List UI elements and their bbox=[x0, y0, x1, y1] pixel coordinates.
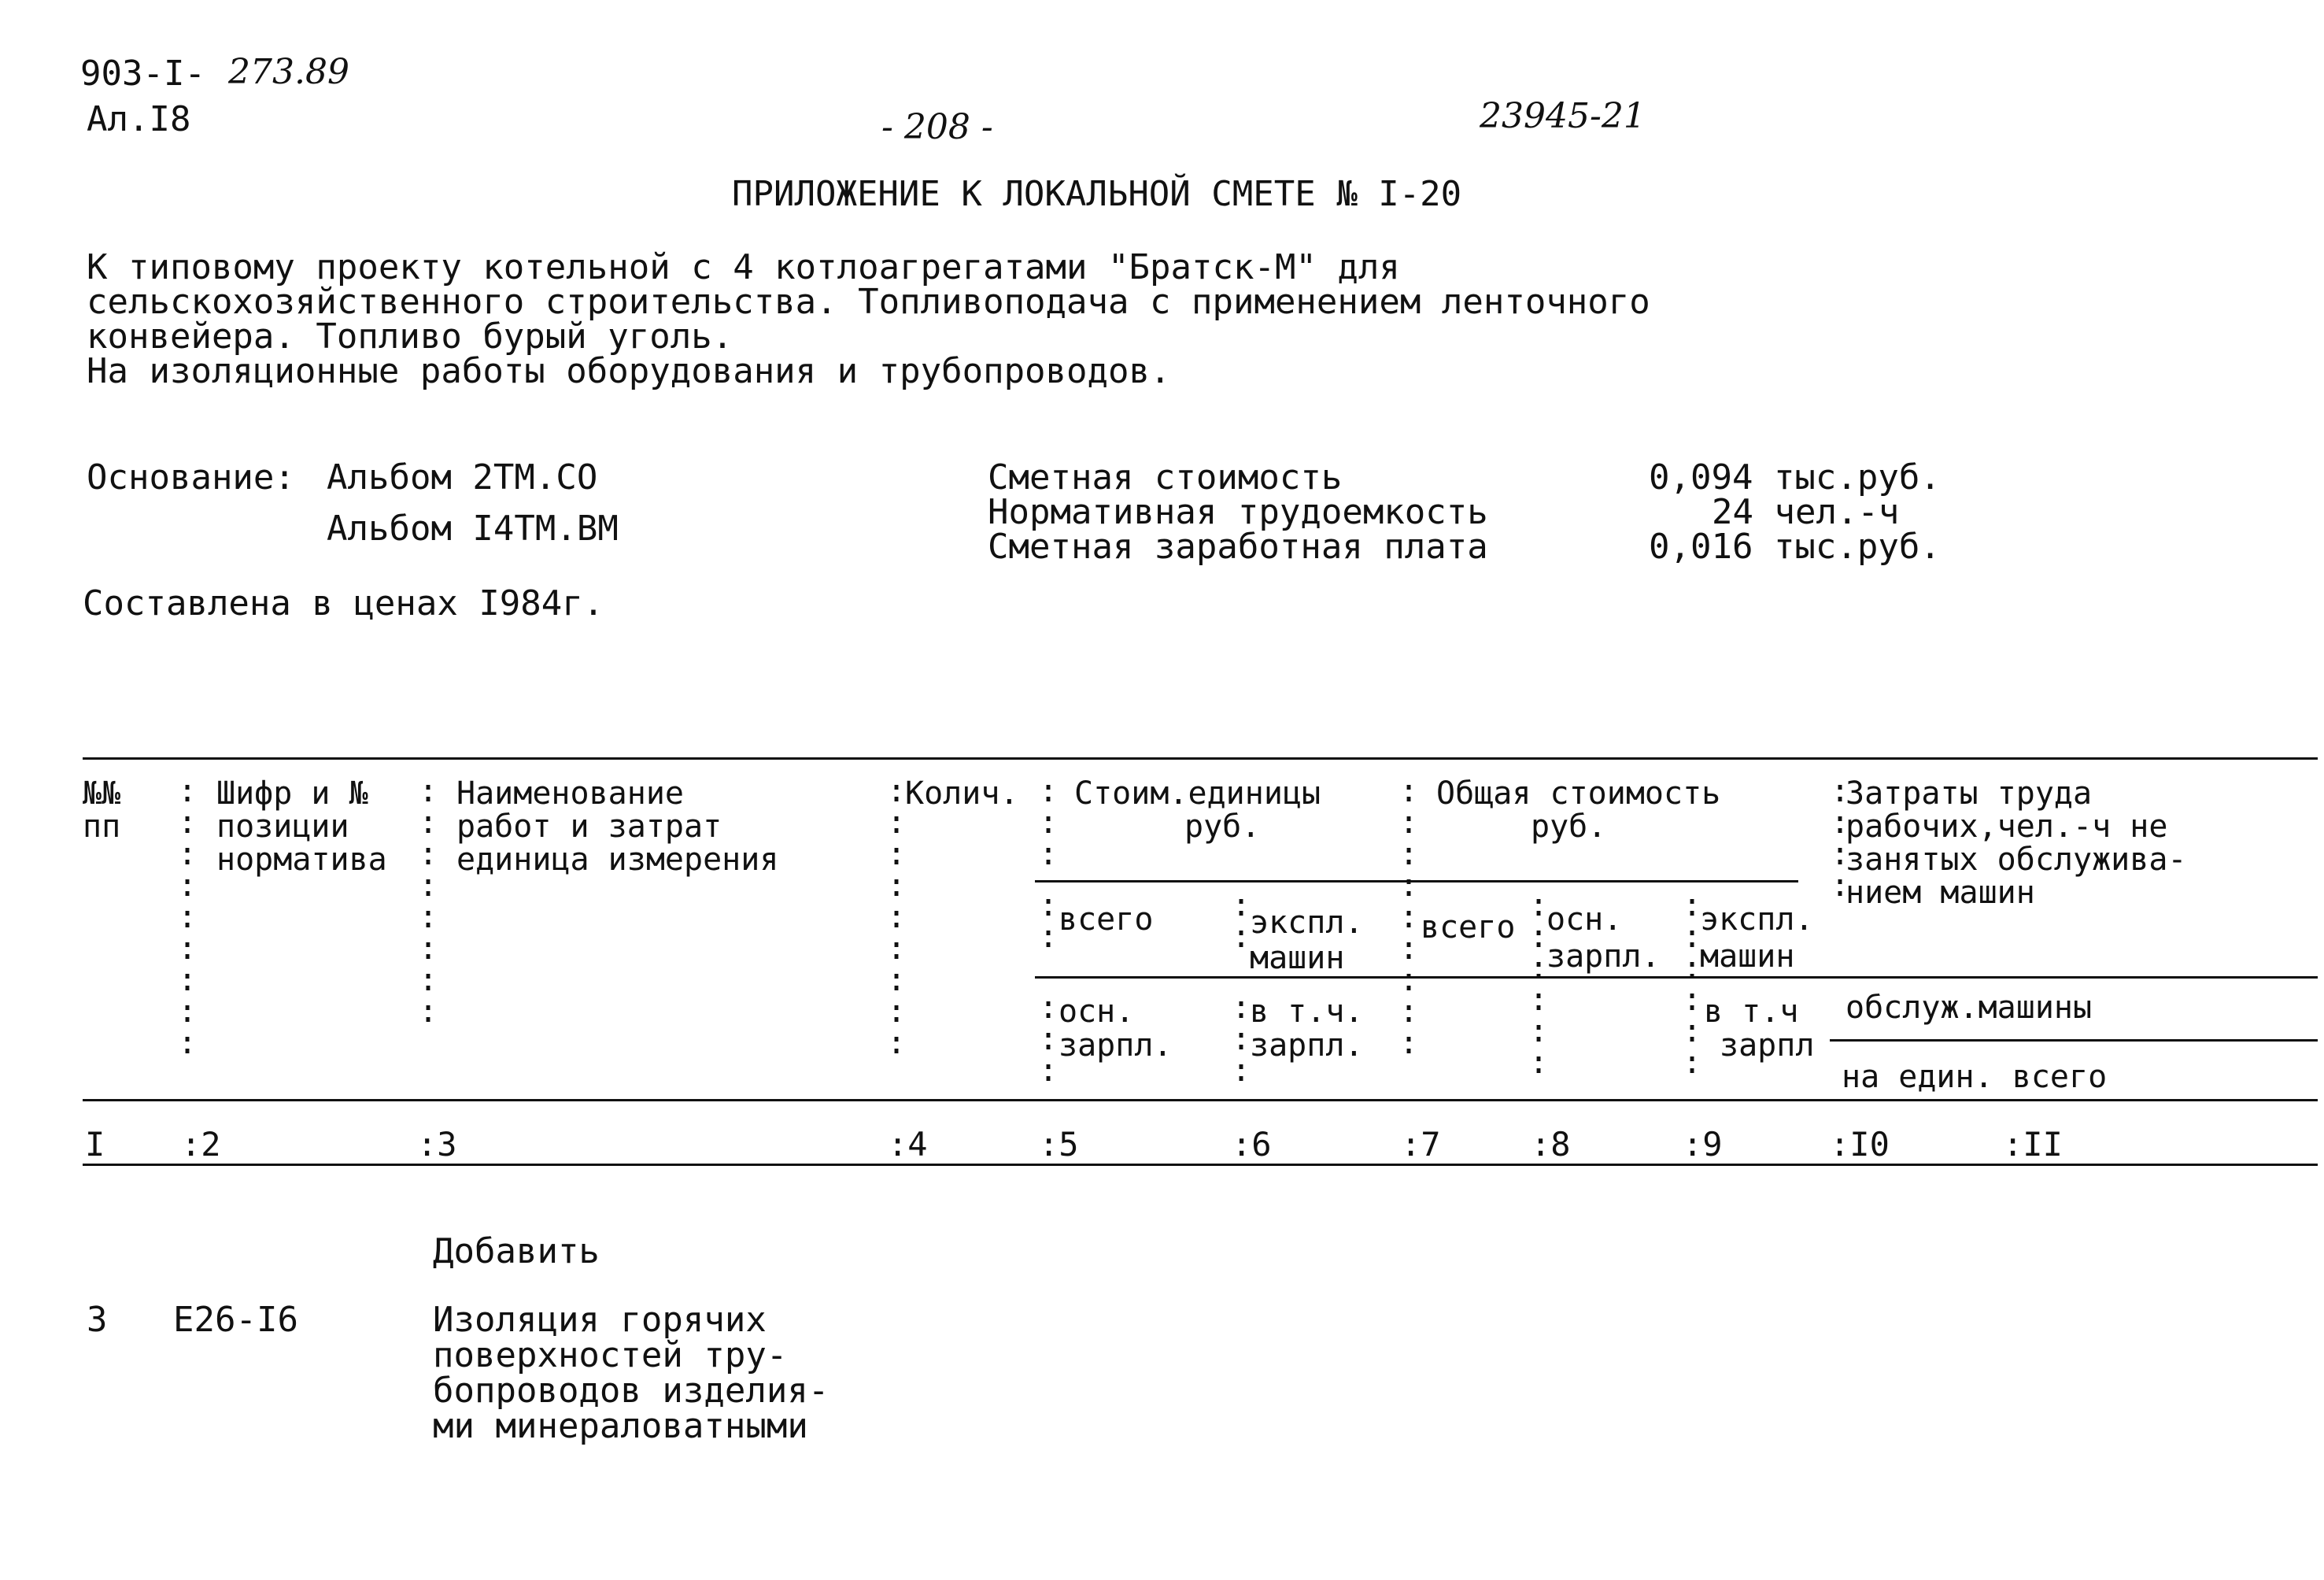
separator-dots: : : : : : : : : : bbox=[178, 773, 198, 1061]
header-name-1: Наименование bbox=[456, 775, 684, 812]
header-total-cost-2: руб. bbox=[1531, 809, 1607, 845]
header-unit-machines-1: экспл. bbox=[1250, 905, 1364, 941]
header-total-cost-1: Общая стоимость bbox=[1436, 775, 1721, 812]
description-line: конвейера. Топливо бурый уголь. bbox=[87, 316, 733, 357]
header-total-wage-1: осн. bbox=[1546, 901, 1623, 938]
separator-dots: : : : bbox=[1039, 990, 1059, 1089]
header-labor-1: Затраты труда bbox=[1846, 775, 2093, 812]
header-total-total: всего bbox=[1421, 909, 1516, 945]
header-unit-cost-2: руб. bbox=[1184, 809, 1261, 845]
separator-dots: : : : bbox=[1232, 990, 1251, 1089]
header-labor-2: рабочих,чел.-ч не bbox=[1846, 809, 2168, 845]
header-total-machines-1: экспл. bbox=[1700, 901, 1814, 938]
column-number-rule bbox=[83, 1164, 2318, 1166]
column-number: :II bbox=[2003, 1125, 2063, 1164]
header-unit-total: всего bbox=[1059, 901, 1154, 938]
separator-dots: : : : bbox=[1039, 773, 1059, 872]
column-number: :4 bbox=[888, 1125, 928, 1164]
separator-dots: : : : : : : bbox=[1529, 887, 1549, 1081]
header-unit-cost-1: Стоим.единицы bbox=[1074, 775, 1321, 812]
header-number-1: №№ bbox=[83, 775, 121, 812]
header-quantity: Колич. bbox=[905, 775, 1019, 812]
description-line: сельскохозяйственного строительства. Топливоподача с применением ленточного bbox=[87, 282, 1650, 322]
separator-dots: : : : : : : : : : bbox=[887, 773, 907, 1061]
column-number: :6 bbox=[1232, 1125, 1272, 1164]
header-labor-3: занятых обслужива- bbox=[1846, 842, 2187, 878]
description-line: На изоляционные работы оборудования и трубопроводов. bbox=[87, 351, 1171, 391]
row-name-line: Изоляция горячих bbox=[433, 1300, 767, 1340]
column-number: :3 bbox=[417, 1125, 457, 1164]
labor-sub-rule bbox=[1830, 1039, 2318, 1042]
wage-label: Сметная заработная плата bbox=[988, 527, 1488, 567]
wage-value: 0,016 тыс.руб. bbox=[1649, 527, 1941, 567]
header-unit-incl-1: в т.ч. bbox=[1250, 994, 1364, 1030]
document-code-prefix: 903-I- bbox=[80, 54, 205, 94]
estimated-cost-value: 0,094 тыс.руб. bbox=[1649, 457, 1941, 498]
separator-dots: : : : : : : bbox=[1683, 887, 1702, 1081]
row-name-line: бопроводов изделия- bbox=[433, 1371, 829, 1411]
labor-label: Нормативная трудоемкость bbox=[988, 492, 1488, 532]
header-number-2: пп bbox=[83, 809, 121, 845]
header-unit-machines-2: машин bbox=[1250, 940, 1345, 976]
header-total-wage-2: зарпл. bbox=[1546, 938, 1661, 975]
header-labor-per-unit: на един. всего bbox=[1842, 1059, 2108, 1095]
page-title: ПРИЛОЖЕНИЕ К ЛОКАЛЬНОЙ СМЕТЕ № I-20 bbox=[732, 174, 1462, 214]
header-code-2: позиции bbox=[216, 809, 349, 845]
header-labor-service: обслуж.машины bbox=[1846, 990, 2093, 1026]
labor-value: 24 чел.-ч bbox=[1712, 492, 1900, 532]
page-number: - 208 - bbox=[881, 107, 993, 147]
prices-note: Составлена в ценах I984г. bbox=[83, 583, 604, 623]
header-code-3: норматива bbox=[216, 842, 387, 878]
basis-album-1: Альбом 2ТМ.СО bbox=[327, 457, 598, 498]
separator-dots: : : : : bbox=[1831, 773, 1850, 904]
column-number: :5 bbox=[1039, 1125, 1079, 1164]
separator-dots: : : bbox=[1232, 887, 1251, 955]
inventory-number: 23945-21 bbox=[1480, 96, 1646, 136]
column-number: :7 bbox=[1401, 1125, 1441, 1164]
estimated-cost-label: Сметная стоимость bbox=[988, 457, 1343, 498]
header-total-machines-2: машин bbox=[1700, 938, 1795, 975]
separator-dots: : : bbox=[1039, 887, 1059, 955]
row-name-line: ми минераловатными bbox=[433, 1406, 808, 1446]
header-unit-wage-2: зарпл. bbox=[1059, 1027, 1173, 1064]
separator-dots: : : : : : : : : : bbox=[1399, 773, 1419, 1061]
column-number: :I0 bbox=[1830, 1125, 1890, 1164]
header-name-2: работ и затрат bbox=[456, 809, 722, 845]
header-unit-incl-2: зарпл. bbox=[1250, 1027, 1364, 1064]
section-label: Добавить bbox=[433, 1231, 600, 1271]
header-total-incl-1: в т.ч bbox=[1704, 994, 1799, 1030]
description-line: К типовому проекту котельной с 4 котлоагрегатами "Братск-М" для bbox=[87, 247, 1400, 287]
header-labor-4: нием машин bbox=[1846, 875, 2035, 911]
table-top-rule bbox=[83, 757, 2318, 760]
header-bottom-rule bbox=[83, 1099, 2318, 1101]
album-sheet: Ал.I8 bbox=[87, 99, 191, 139]
row-name-line: поверхностей тру- bbox=[433, 1335, 788, 1375]
header-code-1: Шифр и № bbox=[216, 775, 368, 812]
basis-album-2: Альбом I4ТМ.ВМ bbox=[327, 509, 619, 549]
column-number: I bbox=[85, 1125, 105, 1164]
header-name-3: единица измерения bbox=[456, 842, 779, 878]
subheader-rule bbox=[1035, 976, 2318, 979]
document-code-handwritten: 273.89 bbox=[228, 52, 349, 92]
header-unit-wage-1: осн. bbox=[1059, 994, 1135, 1030]
basis-label: Основание: bbox=[87, 457, 295, 498]
column-number: :9 bbox=[1683, 1125, 1723, 1164]
row-number: 3 bbox=[87, 1300, 108, 1340]
column-number: :8 bbox=[1531, 1125, 1571, 1164]
row-code: Е26-I6 bbox=[173, 1300, 298, 1340]
separator-dots: : : : : : : : : bbox=[419, 773, 438, 1030]
column-number: :2 bbox=[181, 1125, 221, 1164]
header-total-incl-2: зарпл bbox=[1720, 1027, 1815, 1064]
